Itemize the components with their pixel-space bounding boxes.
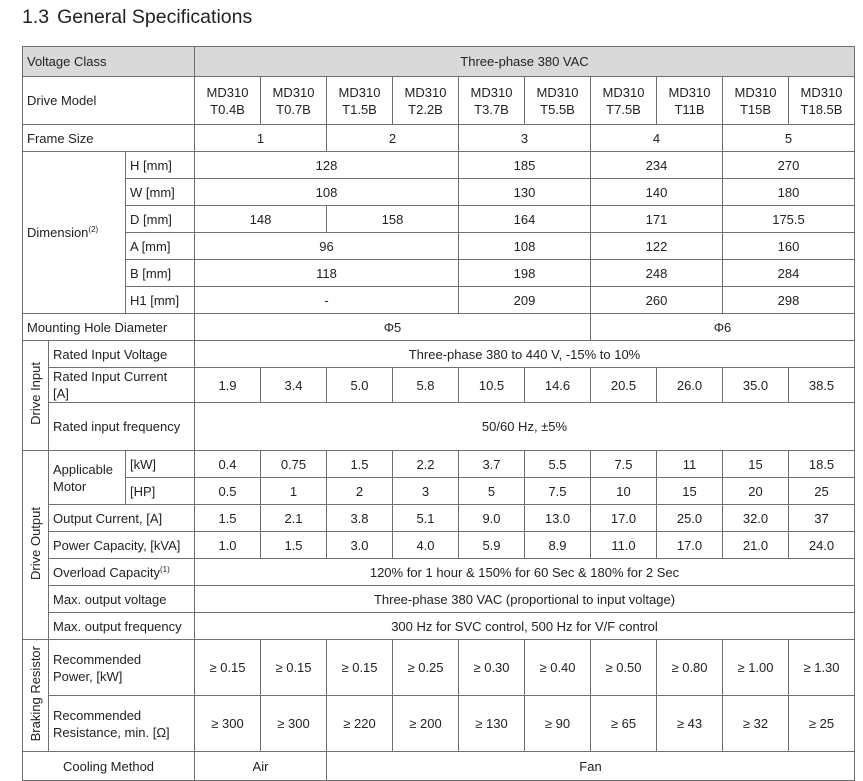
applicable-motor-hp-value: 3	[393, 478, 459, 505]
applicable-motor-kw-value: 5.5	[525, 451, 591, 478]
mounting-hole-value: Φ6	[591, 314, 855, 341]
rated-input-current-unit: [A]	[53, 386, 69, 401]
output-current-value: 3.8	[327, 505, 393, 532]
rated-input-frequency-row	[23, 403, 855, 451]
dimension-b-value: 284	[723, 260, 855, 287]
drive-model-label: Drive Model	[23, 77, 195, 125]
braking-power-value: ≥ 0.15	[327, 640, 393, 696]
applicable-motor-kw-value: 0.4	[195, 451, 261, 478]
mounting-hole-label: Mounting Hole Diameter	[23, 314, 195, 341]
power-capacity-value: 5.9	[459, 532, 525, 559]
frame-size-value: 3	[459, 125, 591, 152]
braking-power-value: ≥ 1.30	[789, 640, 855, 696]
rated-input-voltage-label: Rated Input Voltage	[49, 341, 195, 368]
output-current-row	[23, 505, 855, 532]
drive-model-series: MD310	[338, 84, 381, 100]
output-current-value: 25.0	[657, 505, 723, 532]
voltage-class-value: Three-phase 380 VAC	[195, 47, 855, 77]
rated-input-voltage-row	[23, 341, 855, 368]
braking-resistance-value: ≥ 220	[327, 696, 393, 752]
dimension-b-value: 118	[195, 260, 459, 287]
dimension-d-value: 158	[327, 206, 459, 233]
dimension-text: Dimension	[27, 225, 89, 240]
dimension-a-value: 122	[591, 233, 723, 260]
rated-input-current-value: 38.5	[789, 368, 855, 403]
dimension-note-sup: (2)	[88, 225, 99, 234]
drive-model-row	[23, 77, 855, 125]
dimension-h-value: 234	[591, 152, 723, 179]
dimension-h1-value: 260	[591, 287, 723, 314]
applicable-motor-kw-value: 3.7	[459, 451, 525, 478]
output-current-value: 13.0	[525, 505, 591, 532]
frame-size-value: 1	[195, 125, 327, 152]
rated-input-current-text: Rated Input Current	[53, 369, 168, 384]
dimension-w-value: 140	[591, 179, 723, 206]
applicable-motor-hp-value: 5	[459, 478, 525, 505]
applicable-motor-text: Applicable	[53, 461, 113, 477]
dimension-h1-row	[23, 287, 855, 314]
drive-model-series: MD310	[272, 84, 315, 100]
rated-input-current-value: 5.0	[327, 368, 393, 403]
dimension-a-value: 96	[195, 233, 459, 260]
dimension-label	[23, 152, 126, 314]
drive-model-series: MD310	[668, 84, 711, 100]
mounting-hole-value: Φ5	[195, 314, 591, 341]
dimension-w-value: 130	[459, 179, 591, 206]
power-capacity-row	[23, 532, 855, 559]
section-title	[22, 6, 252, 29]
frame-size-value: 4	[591, 125, 723, 152]
rated-input-current-value: 10.5	[459, 368, 525, 403]
braking-resistance-row	[23, 696, 855, 752]
braking-power-value: ≥ 0.15	[195, 640, 261, 696]
dimension-d-value: 164	[459, 206, 591, 233]
drive-input-group-label: Drive Input	[28, 362, 43, 425]
dimension-h1-value: 209	[459, 287, 591, 314]
drive-input-group	[23, 341, 49, 451]
power-capacity-value: 1.0	[195, 532, 261, 559]
applicable-motor-text2: Motor	[53, 478, 87, 494]
applicable-motor-hp-value: 25	[789, 478, 855, 505]
braking-resistance-value: ≥ 43	[657, 696, 723, 752]
cooling-method-value: Air	[195, 752, 327, 781]
frame-size-value: 2	[327, 125, 459, 152]
dimension-h-value: 185	[459, 152, 591, 179]
drive-output-group-label: Drive Output	[28, 506, 43, 580]
output-current-value: 37	[789, 505, 855, 532]
power-capacity-value: 24.0	[789, 532, 855, 559]
braking-power-value: ≥ 1.00	[723, 640, 789, 696]
applicable-motor-kw-value: 7.5	[591, 451, 657, 478]
output-current-value: 17.0	[591, 505, 657, 532]
braking-resistor-group-label: Braking Resistor	[28, 645, 43, 742]
dimension-b-row	[23, 260, 855, 287]
braking-resistance-value: ≥ 130	[459, 696, 525, 752]
max-output-voltage-row	[23, 586, 855, 613]
applicable-motor-hp-value: 7.5	[525, 478, 591, 505]
output-current-label: Output Current, [A]	[49, 505, 195, 532]
drive-model-code: T11B	[674, 101, 705, 117]
power-capacity-value: 3.0	[327, 532, 393, 559]
drive-model-cell	[723, 77, 789, 125]
rated-input-current-value: 1.9	[195, 368, 261, 403]
drive-model-code: T18.5B	[800, 101, 843, 117]
power-capacity-value: 11.0	[591, 532, 657, 559]
max-output-frequency-value: 300 Hz for SVC control, 500 Hz for V/F control	[195, 613, 855, 640]
dimension-h-label: H [mm]	[126, 152, 195, 179]
rated-input-frequency-label: Rated input frequency	[49, 403, 195, 451]
voltage-class-row	[23, 47, 855, 77]
dimension-b-value: 248	[591, 260, 723, 287]
braking-power-value: ≥ 0.80	[657, 640, 723, 696]
applicable-motor-kw-unit: [kW]	[126, 451, 195, 478]
drive-model-series: MD310	[602, 84, 645, 100]
frame-size-label: Frame Size	[23, 125, 195, 152]
drive-model-code: T0.4B	[210, 101, 245, 117]
dimension-a-row	[23, 233, 855, 260]
power-capacity-value: 4.0	[393, 532, 459, 559]
overload-capacity-label	[49, 559, 195, 586]
dimension-d-row	[23, 206, 855, 233]
drive-model-cell	[195, 77, 261, 125]
braking-resistance-value: ≥ 200	[393, 696, 459, 752]
dimension-h1-value: 298	[723, 287, 855, 314]
drive-model-cell	[657, 77, 723, 125]
braking-power-unit: Power, [kW]	[53, 668, 123, 684]
drive-model-series: MD310	[734, 84, 777, 100]
drive-model-cell	[459, 77, 525, 125]
braking-resistance-value: ≥ 32	[723, 696, 789, 752]
output-current-value: 5.1	[393, 505, 459, 532]
drive-model-code: T5.5B	[540, 101, 575, 117]
drive-model-cell	[525, 77, 591, 125]
dimension-d-label: D [mm]	[126, 206, 195, 233]
braking-resistance-value: ≥ 300	[261, 696, 327, 752]
max-output-voltage-value: Three-phase 380 VAC (proportional to input voltage)	[195, 586, 855, 613]
applicable-motor-hp-value: 15	[657, 478, 723, 505]
drive-model-code: T3.7B	[474, 101, 509, 117]
applicable-motor-kw-value: 2.2	[393, 451, 459, 478]
applicable-motor-hp-value: 2	[327, 478, 393, 505]
applicable-motor-label	[49, 451, 126, 505]
rated-input-current-value: 14.6	[525, 368, 591, 403]
overload-capacity-value: 120% for 1 hour & 150% for 60 Sec & 180% for 2 Sec	[195, 559, 855, 586]
output-current-value: 1.5	[195, 505, 261, 532]
drive-output-group	[23, 451, 49, 640]
braking-power-value: ≥ 0.25	[393, 640, 459, 696]
applicable-motor-hp-value: 1	[261, 478, 327, 505]
voltage-class-label: Voltage Class	[23, 47, 195, 77]
braking-resistance-value: ≥ 90	[525, 696, 591, 752]
dimension-w-label: W [mm]	[126, 179, 195, 206]
braking-resistance-text: Recommended	[53, 707, 142, 723]
section-heading: General Specifications	[57, 6, 253, 28]
section-number: 1.3	[22, 6, 50, 28]
overload-capacity-row	[23, 559, 855, 586]
max-output-frequency-row	[23, 613, 855, 640]
applicable-motor-kw-value: 11	[657, 451, 723, 478]
braking-power-value: ≥ 0.50	[591, 640, 657, 696]
drive-model-series: MD310	[470, 84, 513, 100]
braking-resistance-label	[49, 696, 195, 752]
power-capacity-value: 8.9	[525, 532, 591, 559]
drive-model-cell	[789, 77, 855, 125]
applicable-motor-hp-row	[23, 478, 855, 505]
braking-resistance-value: ≥ 65	[591, 696, 657, 752]
dimension-h1-label: H1 [mm]	[126, 287, 195, 314]
braking-resistor-group	[23, 640, 49, 752]
power-capacity-value: 21.0	[723, 532, 789, 559]
rated-input-current-row	[23, 368, 855, 403]
dimension-w-value: 108	[195, 179, 459, 206]
braking-power-value: ≥ 0.15	[261, 640, 327, 696]
braking-resistance-unit: Resistance, min. [Ω]	[53, 724, 170, 740]
dimension-w-value: 180	[723, 179, 855, 206]
overload-note-sup: (1)	[159, 564, 170, 574]
drive-model-cell	[327, 77, 393, 125]
frame-size-row	[23, 125, 855, 152]
dimension-b-label: B [mm]	[126, 260, 195, 287]
dimension-h-value: 270	[723, 152, 855, 179]
braking-power-text: Recommended	[53, 651, 142, 667]
dimension-a-label: A [mm]	[126, 233, 195, 260]
rated-input-current-label	[49, 368, 195, 403]
dimension-h1-value: -	[195, 287, 459, 314]
rated-input-current-value: 3.4	[261, 368, 327, 403]
drive-model-code: T7.5B	[606, 101, 641, 117]
dimension-d-value: 175.5	[723, 206, 855, 233]
braking-power-label	[49, 640, 195, 696]
dimension-h-row	[23, 152, 855, 179]
drive-model-code: T1.5B	[342, 101, 377, 117]
power-capacity-label: Power Capacity, [kVA]	[49, 532, 195, 559]
drive-model-cell	[591, 77, 657, 125]
applicable-motor-hp-value: 0.5	[195, 478, 261, 505]
drive-model-series: MD310	[536, 84, 579, 100]
rated-input-current-value: 26.0	[657, 368, 723, 403]
rated-input-current-value: 20.5	[591, 368, 657, 403]
drive-model-code: T15B	[739, 101, 772, 117]
max-output-frequency-label: Max. output frequency	[49, 613, 195, 640]
frame-size-value: 5	[723, 125, 855, 152]
dimension-a-value: 108	[459, 233, 591, 260]
braking-power-value: ≥ 0.30	[459, 640, 525, 696]
applicable-motor-hp-value: 20	[723, 478, 789, 505]
rated-input-voltage-value: Three-phase 380 to 440 V, -15% to 10%	[195, 341, 855, 368]
dimension-b-value: 198	[459, 260, 591, 287]
dimension-a-value: 160	[723, 233, 855, 260]
applicable-motor-kw-value: 15	[723, 451, 789, 478]
power-capacity-value: 1.5	[261, 532, 327, 559]
output-current-value: 9.0	[459, 505, 525, 532]
braking-power-row	[23, 640, 855, 696]
braking-resistance-value: ≥ 300	[195, 696, 261, 752]
output-current-value: 2.1	[261, 505, 327, 532]
applicable-motor-kw-value: 1.5	[327, 451, 393, 478]
rated-input-frequency-value: 50/60 Hz, ±5%	[195, 403, 855, 451]
drive-model-series: MD310	[206, 84, 249, 100]
braking-power-value: ≥ 0.40	[525, 640, 591, 696]
rated-input-current-value: 5.8	[393, 368, 459, 403]
rated-input-current-value: 35.0	[723, 368, 789, 403]
dimension-d-value: 171	[591, 206, 723, 233]
applicable-motor-hp-value: 10	[591, 478, 657, 505]
power-capacity-value: 17.0	[657, 532, 723, 559]
max-output-voltage-label: Max. output voltage	[49, 586, 195, 613]
drive-model-cell	[393, 77, 459, 125]
dimension-d-value: 148	[195, 206, 327, 233]
braking-resistance-value: ≥ 25	[789, 696, 855, 752]
applicable-motor-kw-value: 18.5	[789, 451, 855, 478]
drive-model-code: T0.7B	[276, 101, 311, 117]
drive-model-code: T2.2B	[408, 101, 443, 117]
dimension-w-row	[23, 179, 855, 206]
cooling-method-row	[23, 752, 855, 781]
drive-model-series: MD310	[800, 84, 843, 100]
drive-model-cell	[261, 77, 327, 125]
cooling-method-label: Cooling Method	[23, 752, 195, 781]
applicable-motor-hp-unit: [HP]	[126, 478, 195, 505]
mounting-hole-row	[23, 314, 855, 341]
dimension-h-value: 128	[195, 152, 459, 179]
specifications-table	[22, 46, 855, 781]
applicable-motor-kw-row	[23, 451, 855, 478]
cooling-method-value: Fan	[327, 752, 855, 781]
output-current-value: 32.0	[723, 505, 789, 532]
applicable-motor-kw-value: 0.75	[261, 451, 327, 478]
overload-capacity-text: Overload Capacity	[53, 564, 160, 580]
drive-model-series: MD310	[404, 84, 447, 100]
